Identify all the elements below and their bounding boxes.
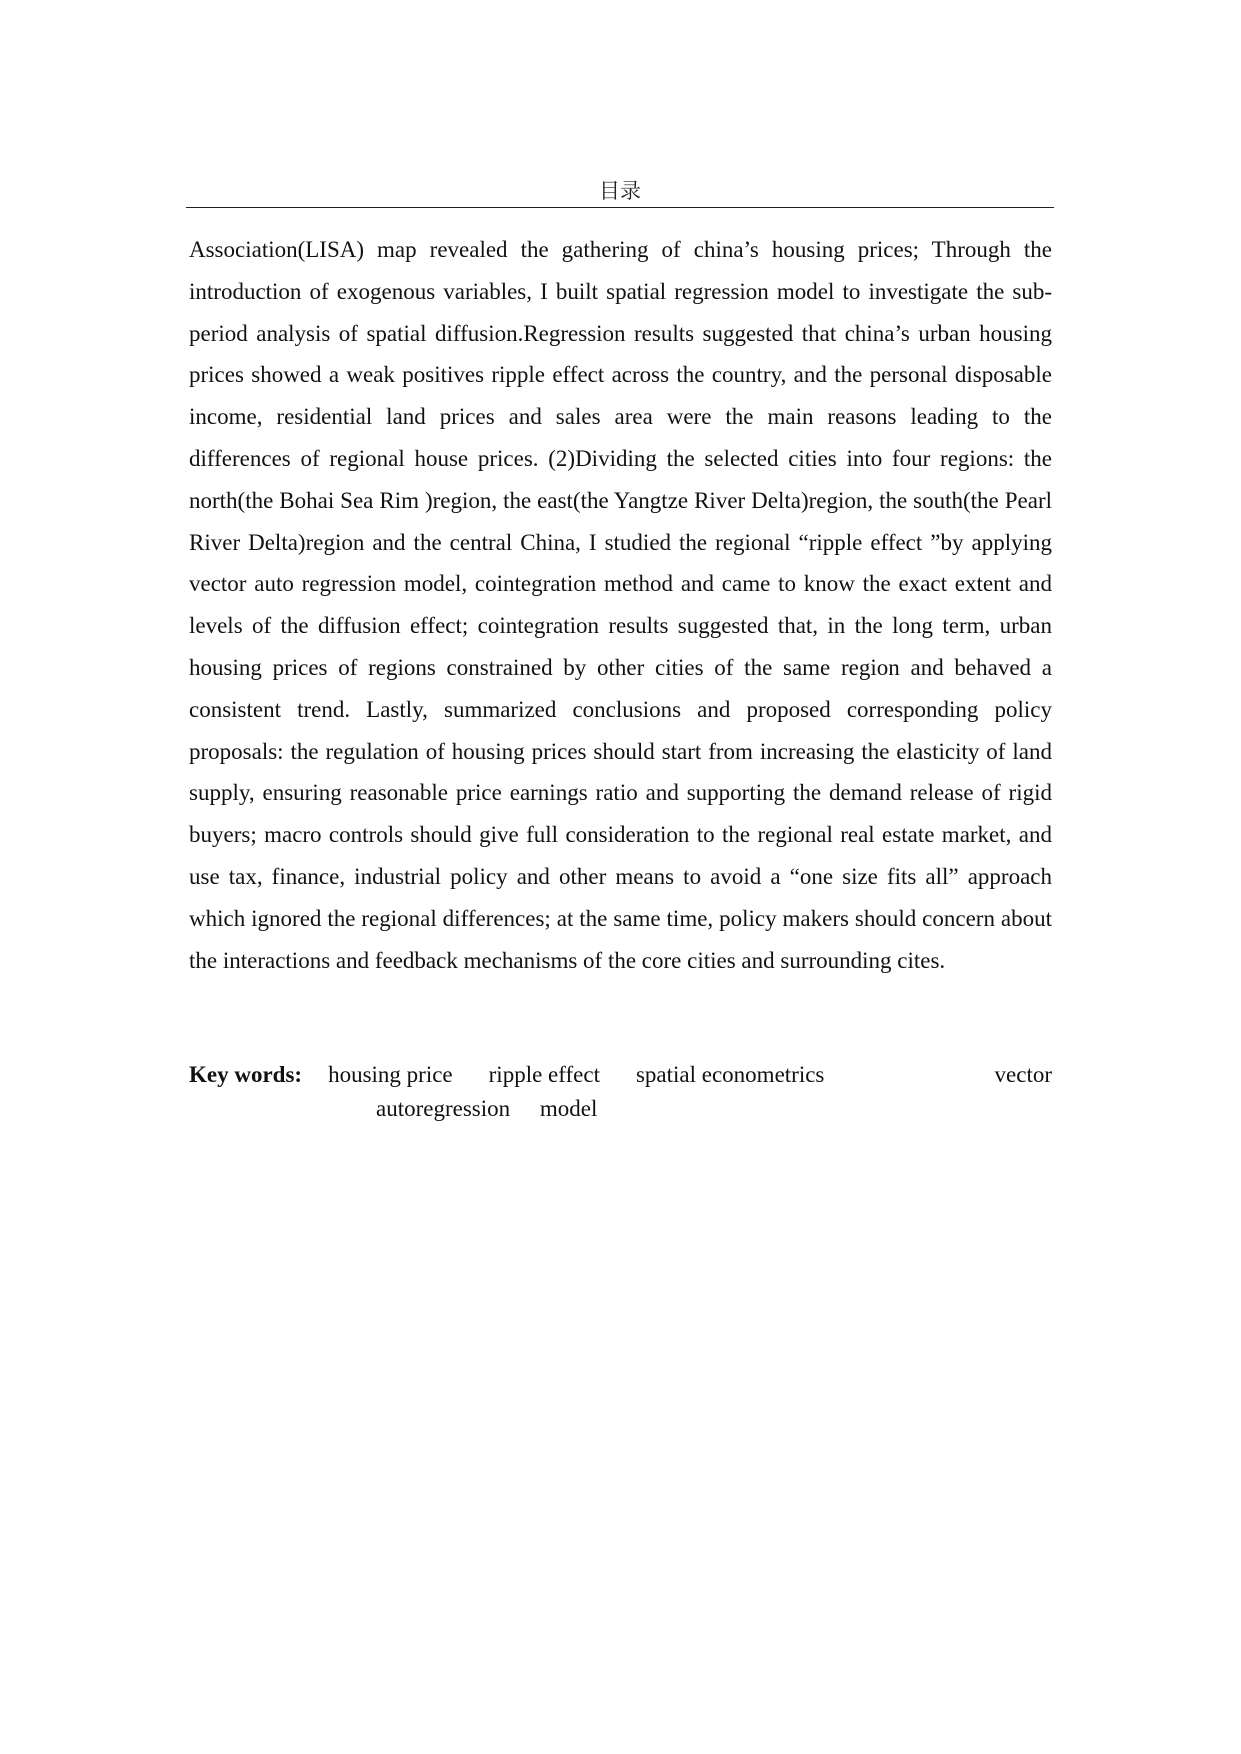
keywords-line-1	[189, 1058, 1052, 1092]
keywords-section	[189, 1058, 1052, 1126]
keyword-term: spatial econometrics	[635, 1062, 825, 1087]
keywords-label: Key words:	[189, 1062, 303, 1087]
abstract-paragraph: Association(LISA) map revealed the gathering of china’s housing prices; Through the introduction of exogenous variables, I built spatial regression model to investigate the sub-period analysis of spatial diffusion.Regression results suggested that china’s urban housing prices showed a weak positives ripple effect across the country, and the personal disposable income, residential land prices and sales area were the main reasons leading to the differences of regional house prices. (2)Dividing the selected cities into four regions: the north(the Bohai Sea Rim )region, the east(the Yangtze River Delta)region, the south(the Pearl River Delta)region and the central China, I studied the regional “ripple effect ”by applying vector auto regression model, cointegration method and came to know the exact extent and levels of the diffusion effect; cointegration results suggested that, in the long term, urban housing prices of regions constrained by other cities of the same region and behaved a consistent trend. Lastly, summarized conclusions and proposed corresponding policy proposals: the regulation of housing prices should start from increasing the elasticity of land supply, ensuring reasonable price earnings ratio and supporting the demand release of rigid buyers; macro controls should give full consideration to the regional real estate market, and use tax, finance, industrial policy and other means to avoid a “one size fits all” approach which ignored the regional differences; at the same time, policy makers should concern about the interactions and feedback mechanisms of the core cities and surrounding cites.	[189, 237, 1052, 973]
page-header-title: 目录	[599, 179, 641, 203]
keyword-term: housing price	[328, 1062, 453, 1087]
keyword-term: autoregression	[376, 1096, 511, 1121]
header-divider	[186, 207, 1054, 208]
keyword-term: model	[539, 1096, 598, 1121]
keywords-line-2	[189, 1092, 1052, 1126]
keyword-term: ripple effect	[488, 1062, 600, 1087]
keyword-term: vector	[994, 1062, 1052, 1087]
